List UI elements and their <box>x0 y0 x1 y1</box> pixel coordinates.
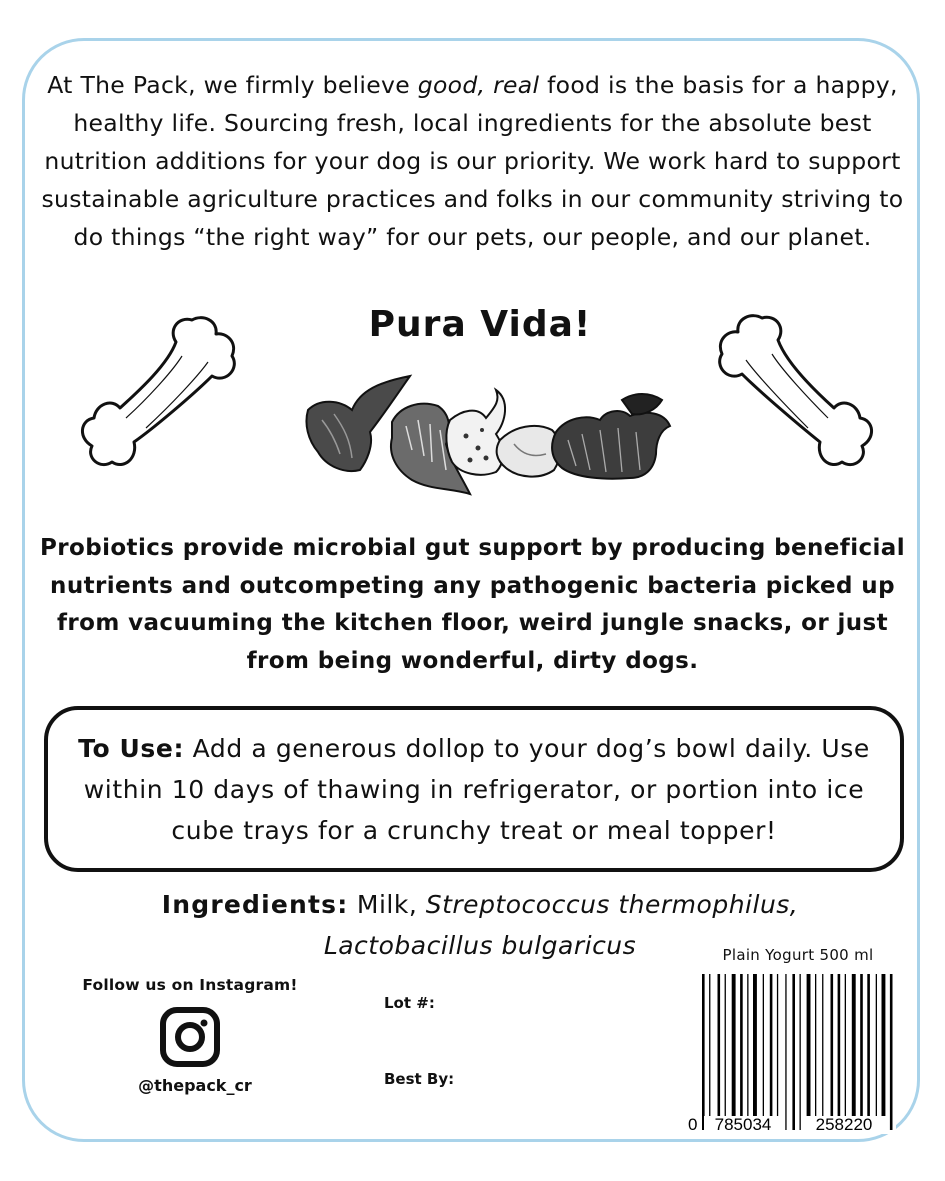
barcode-bar <box>882 974 886 1130</box>
barcode-bar <box>831 974 834 1130</box>
barcode-bar <box>763 974 764 1130</box>
follow-instagram-text: Follow us on Instagram! <box>82 976 298 994</box>
to-use-label: To Use: <box>78 734 185 763</box>
barcode-bar <box>770 974 773 1130</box>
barcode-bar <box>718 974 721 1130</box>
product-size-label: Plain Yogurt 500 ml <box>722 946 874 964</box>
barcode-bar <box>785 974 786 1130</box>
intro-emphasis: good, real <box>417 71 540 99</box>
probiotics-paragraph: Probiotics provide microbial gut support by producing beneficial nutrients and outcompeting any pathogenic bacteria picked up from vacuuming the kitchen floor, weird jungle snacks, or just from being wonderful, dirty dogs. <box>40 535 905 674</box>
barcode-bar <box>822 974 823 1130</box>
barcode-bar <box>753 974 757 1130</box>
bone-left-icon <box>76 312 244 474</box>
barcode-bar <box>732 974 736 1130</box>
barcode-bar <box>852 974 856 1130</box>
intro-paragraph <box>40 66 905 256</box>
barcode-bar <box>800 974 801 1130</box>
to-use-text: Add a generous dollop to your dog’s bowl daily. Use within 10 days of thawing in refrigerator, or portion into ice cube trays for a crunchy treat or meal topper! <box>83 734 870 845</box>
barcode-bar <box>890 974 893 1130</box>
instagram-icon[interactable] <box>158 1006 222 1068</box>
barcode-bar <box>860 974 863 1130</box>
barcode-bar <box>876 974 877 1130</box>
slogan: Pura Vida! <box>368 304 592 345</box>
ingredients-plain: Milk, <box>348 890 426 919</box>
ingredients-species: Streptococcus thermophilus, Lactobacillus bulgaricus <box>323 890 799 960</box>
barcode-bar <box>845 974 846 1130</box>
barcode-bar <box>815 974 816 1130</box>
lot-number-label: Lot #: <box>384 994 435 1012</box>
to-use-box <box>44 706 904 872</box>
ingredients-label: Ingredients: <box>161 890 349 919</box>
intro-text-2: food is the basis for a happy, healthy life. Sourcing fresh, local ingredients for the absolute best nutrition additions for your dog is our priority. We work hard to support sustainable agriculture practices and folks in our community striving to do things “the right way” for our pets, our people, and our planet. <box>41 71 904 251</box>
barcode-digits-group1: 785034 <box>714 1115 772 1134</box>
instagram-handle[interactable]: @thepack_cr <box>138 1076 252 1095</box>
intro-text-1: At The Pack, we firmly believe <box>47 71 418 99</box>
barcode-bar <box>725 974 726 1130</box>
barcode-bar <box>702 974 705 1130</box>
barcode <box>686 968 896 1134</box>
barcode-bar <box>740 974 743 1130</box>
barcode-digits-group2: 258220 <box>815 1115 873 1134</box>
barcode-bar <box>867 974 870 1130</box>
barcode-digit-left: 0 <box>688 1115 698 1134</box>
bone-right-icon <box>712 310 882 476</box>
barcode-bar <box>709 974 710 1130</box>
best-by-label: Best By: <box>384 1070 455 1088</box>
dog-pack-illustration <box>300 370 672 504</box>
barcode-bar <box>747 974 748 1130</box>
barcode-bar <box>807 974 811 1130</box>
barcode-bar <box>838 974 841 1130</box>
barcode-bar <box>777 974 778 1130</box>
barcode-bar <box>792 974 795 1130</box>
